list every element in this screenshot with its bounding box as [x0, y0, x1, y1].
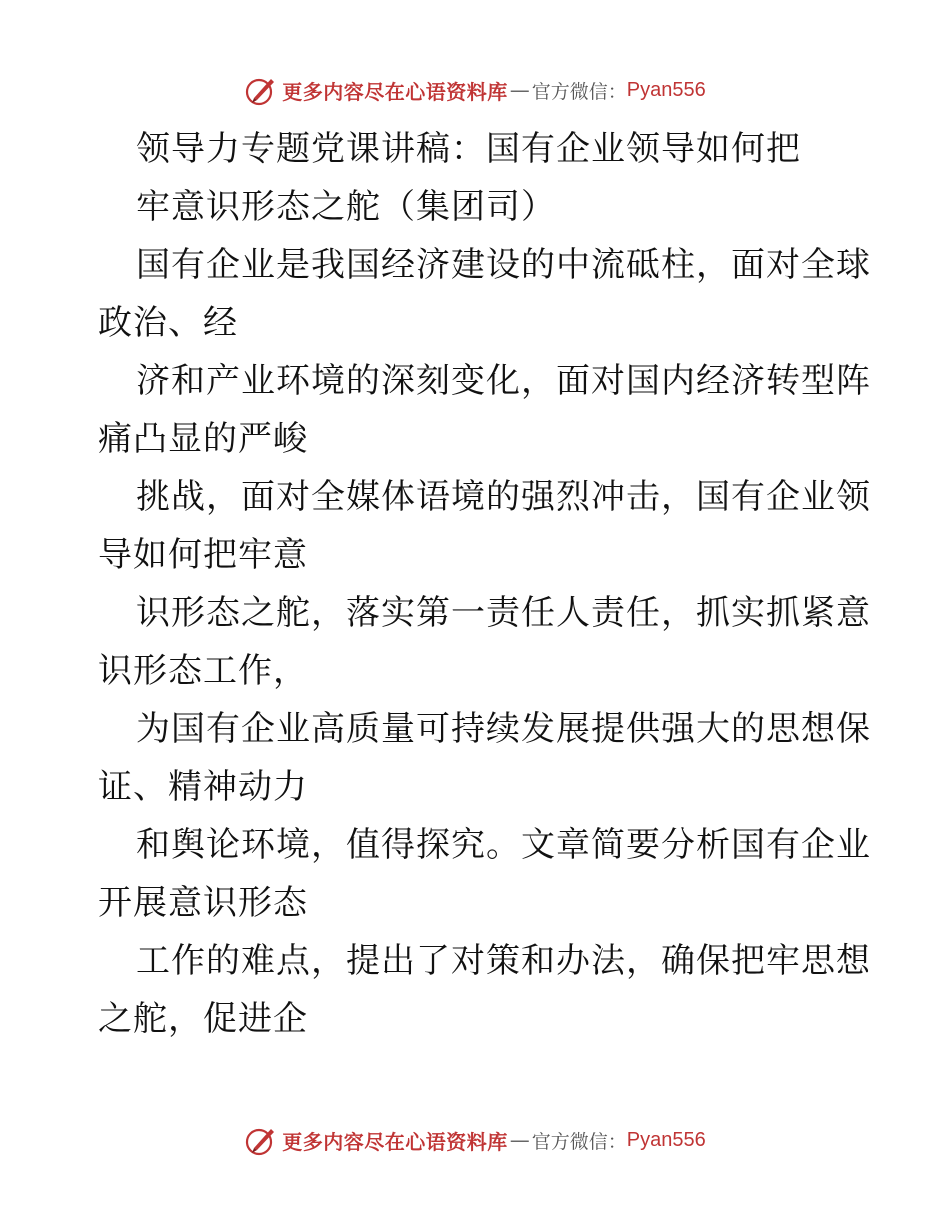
document-line: 挑战，面对全媒体语境的强烈冲击，国有企业领 — [136, 477, 871, 517]
document-line: 国有企业是我国经济建设的中流砥柱，面对全球 — [136, 245, 871, 285]
document-line: 导如何把牢意 — [98, 535, 308, 575]
document-line: 牢意识形态之舵（集团司） — [136, 187, 556, 227]
banner-separator: — — [509, 78, 530, 102]
document-line: 识形态工作， — [98, 651, 308, 691]
banner-wechat-id: Pyan556 — [626, 1128, 706, 1151]
document-body — [98, 120, 871, 1048]
banner-wechat-label: 官方微信： — [531, 1130, 627, 1153]
document-line: 证、精神动力 — [98, 767, 308, 807]
banner-main-text: 更多内容尽在心语资料库 — [282, 79, 508, 104]
footer-banner — [0, 1120, 950, 1160]
document-line: 之舵，促进企 — [98, 999, 308, 1039]
document-line: 政治、经 — [98, 303, 238, 343]
banner-main-text: 更多内容尽在心语资料库 — [282, 1129, 508, 1154]
quill-logo-icon — [244, 1123, 278, 1157]
document-line: 开展意识形态 — [98, 883, 308, 923]
quill-logo-icon — [244, 73, 278, 107]
document-line: 为国有企业高质量可持续发展提供强大的思想保 — [136, 709, 871, 749]
banner-wechat-label: 官方微信： — [531, 80, 627, 103]
document-line: 和舆论环境，值得探究。文章简要分析国有企业 — [136, 825, 871, 865]
header-banner — [0, 70, 950, 110]
banner-separator: — — [509, 1128, 530, 1152]
banner-wechat-id: Pyan556 — [626, 78, 706, 101]
document-line: 领导力专题党课讲稿：国有企业领导如何把 — [136, 129, 801, 169]
document-line: 工作的难点，提出了对策和办法，确保把牢思想 — [136, 941, 871, 981]
document-line: 识形态之舵，落实第一责任人责任，抓实抓紧意 — [136, 593, 871, 633]
document-line: 痛凸显的严峻 — [98, 419, 308, 459]
document-line: 济和产业环境的深刻变化，面对国内经济转型阵 — [136, 361, 871, 401]
